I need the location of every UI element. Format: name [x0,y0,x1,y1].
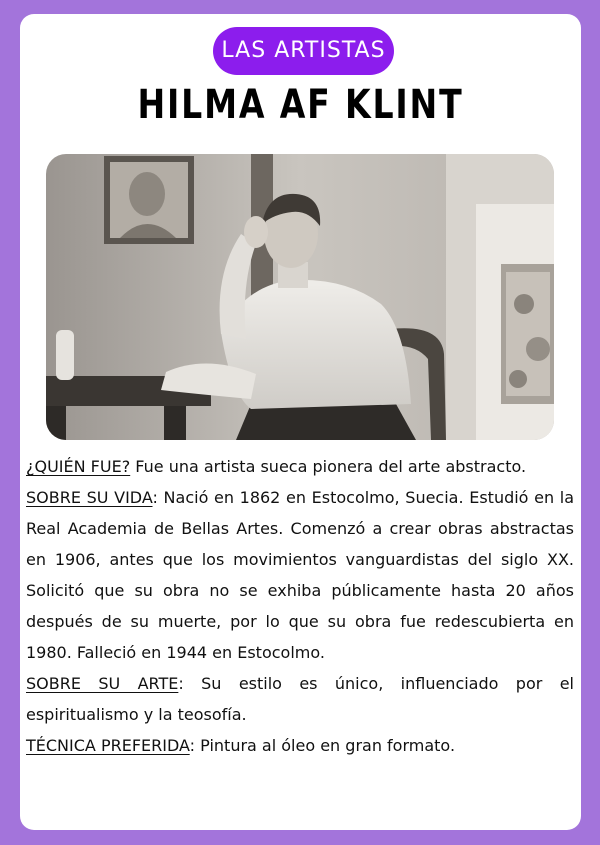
page-title: HILMA AF KLINT [137,82,464,128]
body-text [26,451,574,761]
section-label: TÉCNICA PREFERIDA [26,736,190,755]
section-tecnica-preferida: TÉCNICA PREFERIDA: Pintura al óleo en gran formato. [26,736,456,755]
section-text: Su estilo es único, influenciado por el espiritualismo y la teosofía. [26,674,574,724]
section-quien-fue [26,451,574,482]
artist-photo [46,154,554,440]
section-label: ¿QUIÉN FUE? [26,457,131,476]
section-label: SOBRE SU ARTE [26,674,179,693]
section-sobre-su-arte: SOBRE SU ARTE: Su estilo es único, influenciado por el espiritualismo y la teosofía. [26,674,574,724]
section-text: Fue una artista sueca pionera del arte abstracto. [135,457,527,476]
info-card [20,14,581,830]
section-label: SOBRE SU VIDA [26,488,153,507]
section-text: Nació en 1862 en Estocolmo, Suecia. Estudió en la Real Academia de Bellas Artes. Comenzó a crear obras abstractas en 1906, antes que los movimientos vanguardistas del siglo XX. Solicitó que su obra no se exhiba públicamente hasta 20 años después de su muerte, por lo que su obra fue redescubierta en 1980. Falleció en 1944 en Estocolmo. [26,488,575,662]
category-badge: LAS ARTISTAS [213,27,394,75]
section-sobre-su-vida: SOBRE SU VIDA: Nació en 1862 en Estocolmo, Suecia. Estudió en la Real Academia de Bellas Artes. Comenzó a crear obras abstractas en 1906, antes que los movimientos vanguardistas del siglo XX. Solicitó que su obra no se exhiba públicamente hasta 20 años después de su muerte, por lo que su obra fue redescubierta en 1980. Falleció en 1944 en Estocolmo. [26,488,575,662]
section-text: Pintura al óleo en gran formato. [200,736,456,755]
